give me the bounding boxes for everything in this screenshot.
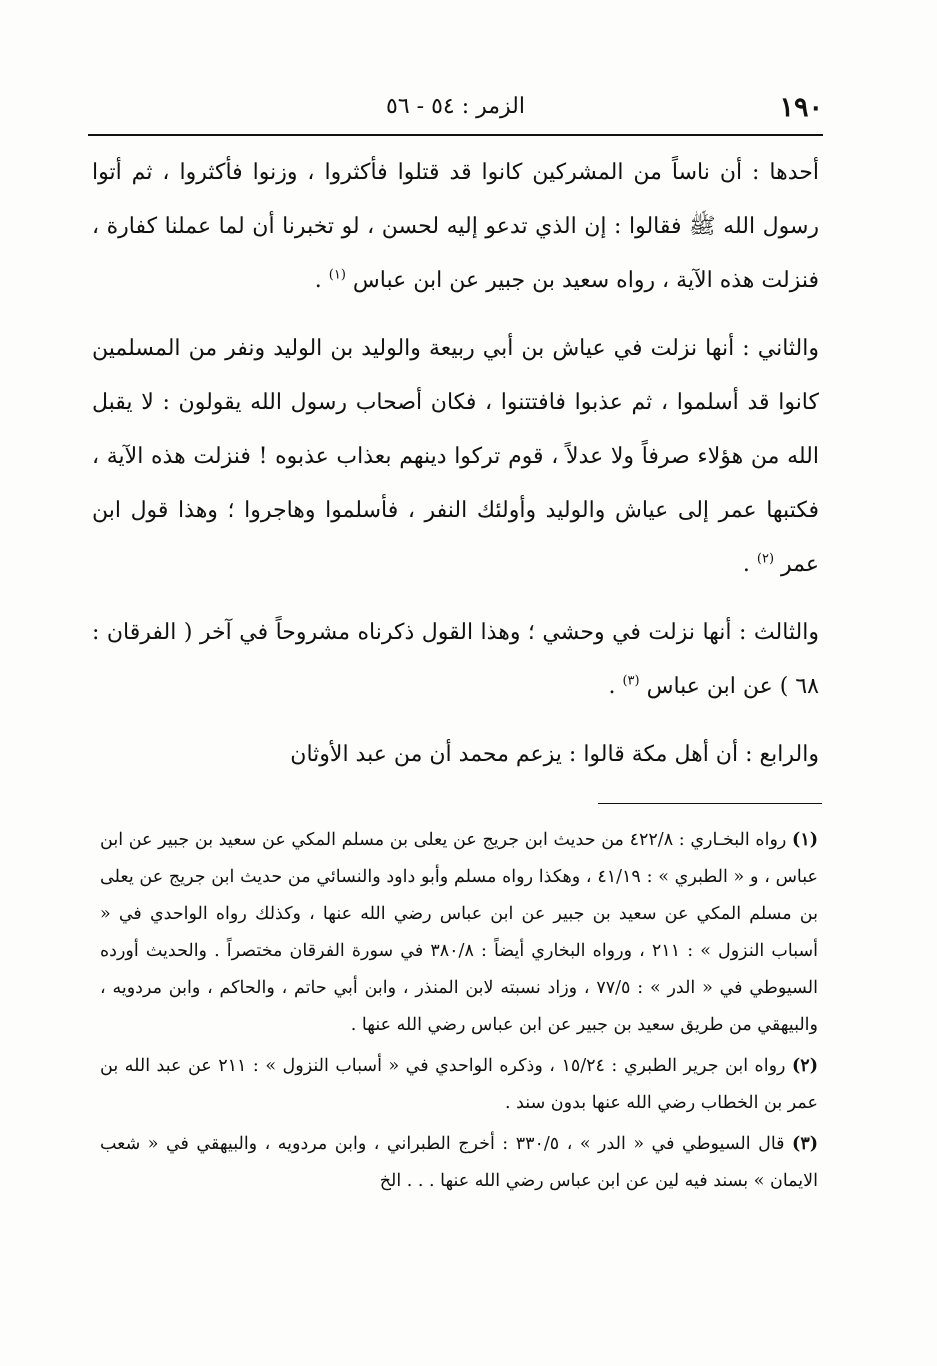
paragraph-second	[92, 322, 819, 592]
footnotes	[100, 822, 818, 1204]
footnote-separator	[598, 803, 822, 804]
footnote-reference: (١)	[328, 267, 346, 283]
paragraph-text: أحدها : أن ناساً من المشركين كانوا قد قتلوا فأكثروا ، وزنوا فأكثروا ، ثم أتوا رسول الله ﷺ فقالوا : إن الذي تدعو إليه لحسن ، لو تخبرنا أن لما عملنا كفارة ، فنزلت هذه الآية ، رواه سعيد بن جبير عن ابن عباس	[92, 160, 819, 293]
footnote-1	[100, 822, 818, 1044]
paragraph-text: والثاني : أنها نزلت في عياش بن أبي ربيعة والوليد بن الوليد ونفر من المسلمين كانوا قد أسلموا ، ثم عذبوا فافتتنوا ، فكان أصحاب رسول الله يقولون : لا يقبل الله من هؤلاء صرفاً ولا عدلاً ، قوم تركوا دينهم بعذاب عذبوه ! فنزلت هذه الآية ، فكتبها عمر إلى عياش والوليد وأولئك النفر ، فأسلموا وهاجروا ؛ وهذا قول ابن عمر	[92, 336, 819, 577]
paragraph-end: .	[608, 674, 623, 699]
paragraph-text: والرابع : أن أهل مكة قالوا : يزعم محمد أن من عبد الأوثان	[290, 742, 819, 767]
paragraph-fourth	[92, 728, 819, 782]
footnote-2	[100, 1048, 818, 1122]
footnote-reference: (٢)	[756, 551, 775, 567]
paragraph-first	[92, 146, 819, 308]
page-header	[88, 92, 823, 128]
footnote-text: رواه البخـاري : ٤٢٢/٨ من حديث ابن جريج عن يعلى بن مسلم المكي عن سعيد بن جبير عن ابن عباس ، و « الطبري » : ٤١/١٩ ، وهكذا رواه مسلم وأبو داود والنسائي من حديث ابن جريج عن يعلى بن مسلم المكي عن سعيد بن جبير عن ابن عباس رضي الله عنها ، وكذلك رواه الواحدي في « أسباب النزول » : ٢١١ ، ورواه البخاري أيضاً : ٣٨٠/٨ في سورة الفرقان مختصراً . والحديث أورده السيوطي في « الدر » : ٧٧/٥ ، وزاد نسبته لابن المنذر ، وابن أبي حاتم ، والحاكم ، وابن مردويه ، والبيهقي من طريق سعيد بن جبير عن ابن عباس رضي الله عنها .	[100, 830, 819, 1035]
page-number: ١٩٠	[779, 92, 823, 123]
footnote-text: قال السيوطي في « الدر » ، ٣٣٠/٥ : أخرج الطبراني ، وابن مردويه ، والبيهقي في « شعب الايمان » بسند فيه لين عن ابن عباس رضي الله عنها . . . الخ	[100, 1134, 818, 1191]
footnote-text: رواه ابن جرير الطبري : ١٥/٢٤ ، وذكره الواحدي في « أسباب النزول » : ٢١١ عن عبد الله بن عمر بن الخطاب رضي الله عنها بدون سند .	[100, 1056, 818, 1113]
footnote-number: (٣)	[792, 1134, 818, 1154]
main-text	[92, 146, 819, 782]
paragraph-end: .	[314, 268, 329, 293]
footnote-reference: (٣)	[622, 673, 640, 689]
running-head: الزمر : ٥٤ - ٥٦	[386, 94, 525, 119]
footnote-number: (١)	[792, 830, 818, 850]
paragraph-end: .	[742, 552, 757, 577]
paragraph-third	[92, 606, 819, 714]
footnote-number: (٢)	[792, 1056, 818, 1076]
header-rule	[88, 134, 823, 136]
footnote-3	[100, 1126, 818, 1200]
paragraph-text: والثالث : أنها نزلت في وحشي ؛ وهذا القول ذكرناه مشروحاً في آخر ( الفرقان : ٦٨ ) عن ابن عباس	[92, 620, 819, 699]
